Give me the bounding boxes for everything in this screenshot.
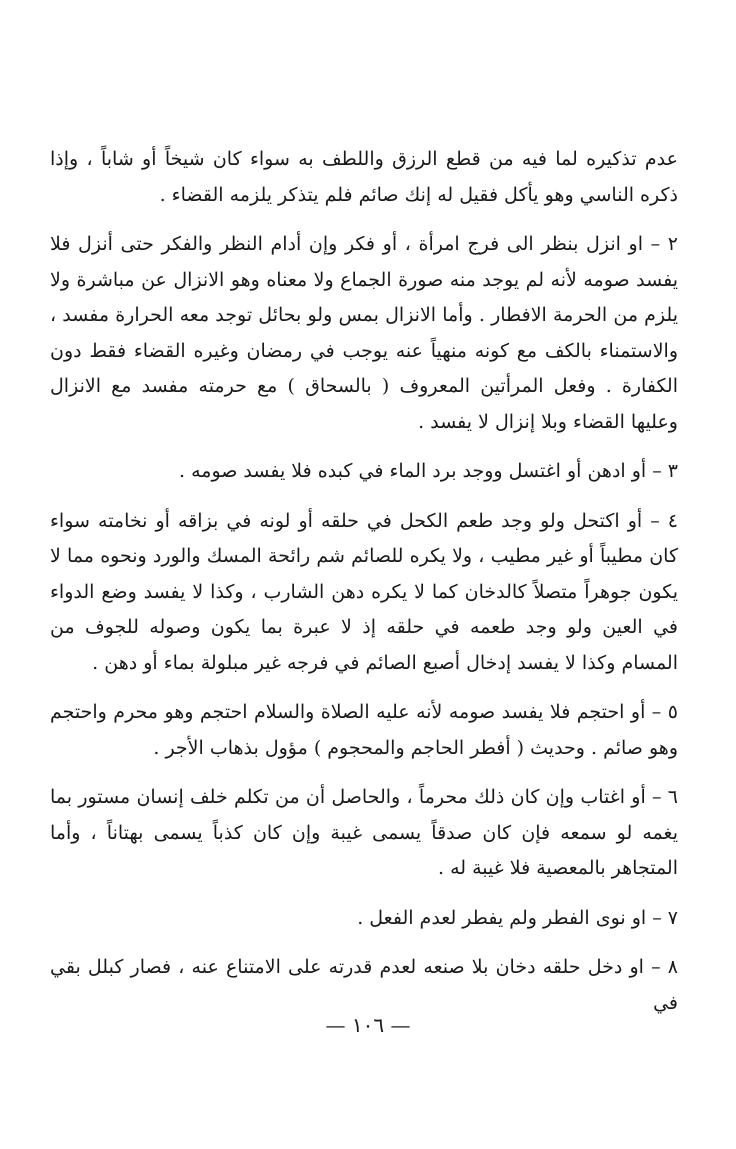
paragraph-7: ٧ – او نوى الفطر ولم يفطر لعدم الفعل . (357, 906, 678, 929)
paragraph-2: ٢ – او انزل بنظر الى فرج امرأة ، أو فكر وإن أدام النظر والفكر حتى أنزل فلا يفسد صومه لأنه لم يوجد منه صورة الجماع ولا معناه وهو الانزال عن مباشرة ولا يلزم من الحرمة الافطار . وأما الانزال بمس ولو بحائل توجد معه الحرارة مفسد ، والاستمناء بالكف مع كونه منهياً عنه يوجب في رمضان وغيره القضاء فقط دون الكفارة . وفعل المرأتين المعروف ( بالسحاق ) مع حرمته مفسد مع الانزال وعليها القضاء وبلا إنزال لا يفسد . (50, 233, 678, 433)
paragraph-5: ٥ – أو احتجم فلا يفسد صومه لأنه عليه الصلاة والسلام احتجم وهو محرم واحتجم وهو صائم . وحديث ( أفطر الحاجم والمحجوم ) مؤول بذهاب الأجر . (50, 701, 678, 759)
paragraph-3: ٣ – أو ادهن أو اغتسل ووجد برد الماء في كبده فلا يفسد صومه . (179, 460, 678, 482)
paragraph-1: عدم تذكيره لما فيه من قطع الرزق واللطف به سواء كان شيخاً أو شاباً ، وإذا ذكره الناسي وهو يأكل فقيل له إنك صائم فلم يتذكر يلزمه القضاء . (50, 148, 678, 206)
paragraph-4: ٤ – أو اكتحل ولو وجد طعم الكحل في حلقه أو لونه في بزاقه أو نخامته سواء كان مطيباً أو غير مطيب ، ولا يكره للصائم شم رائحة المسك والورد ونحوه مما لا يكون جوهراً متصلاً كالدخان كما لا يكره دهن الشارب ، وكذا لا يفسد وضع الدواء في العين ولو وجد طعمه في حلقه إذ لا عبرة بما يكون وصوله للجوف من المسام وكذا لا يفسد إدخال أصبع الصائم في فرجه غير مبلولة بماء أو دهن . (50, 509, 678, 674)
page-number: — ١٠٦ — (325, 1013, 411, 1037)
paragraph-8: ٨ – او دخل حلقه دخان بلا صنعه لعدم قدرته على الامتناع عنه ، فصار كبلل بقي في (50, 956, 678, 1014)
body-text (50, 142, 678, 1021)
paragraph-6: ٦ – أو اغتاب وإن كان ذلك محرماً ، والحاصل أن من تكلم خلف إنسان مستور بما يغمه لو سمعه فإن كان صدقاً يسمى غيبة وإن كان كذباً يسمى بهتاناً ، وأما المتجاهر بالمعصية فلا غيبة له . (50, 786, 678, 879)
